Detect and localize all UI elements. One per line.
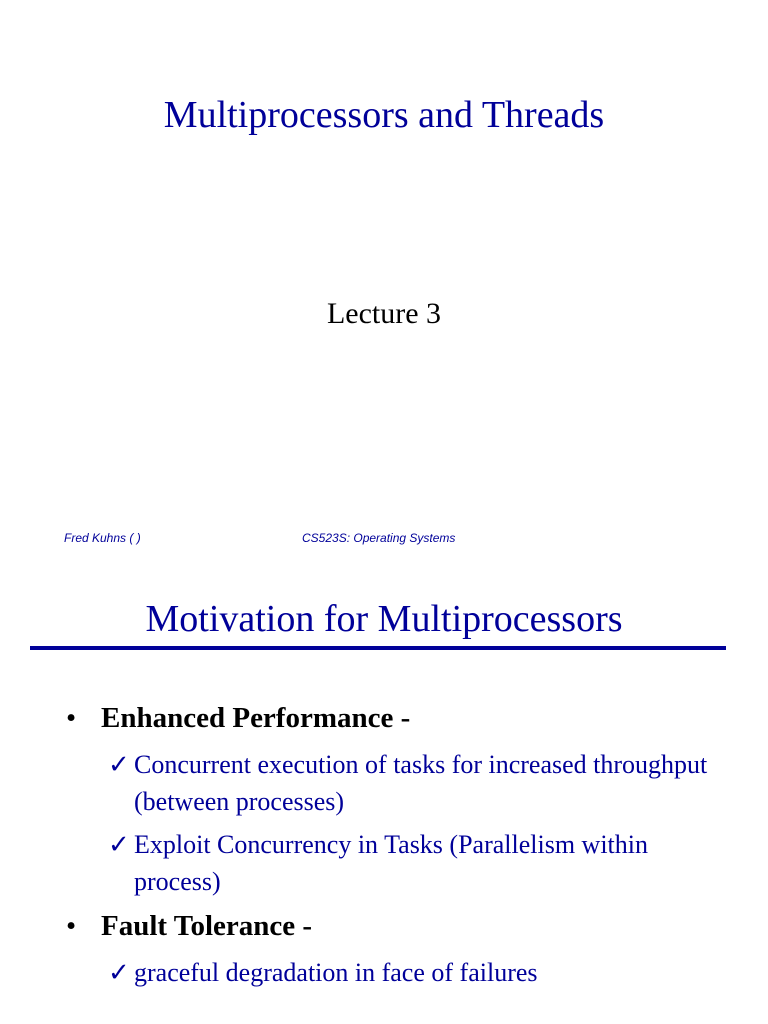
bullet-dot-icon: •	[66, 910, 77, 942]
sub-bullet-text: Concurrent execution of tasks for increased throughput (between processes)	[134, 750, 708, 816]
bullet-dot-icon: •	[66, 702, 77, 734]
footer-course: CS523S: Operating Systems	[302, 531, 456, 545]
title-underline-rule	[30, 646, 726, 650]
bullet-fault-tolerance	[66, 909, 746, 943]
sub-bullet-exploit-concurrency	[108, 826, 708, 900]
sub-bullet-concurrent-execution	[108, 746, 708, 820]
checkmark-icon: ✓	[108, 830, 130, 859]
sub-bullet-graceful-degradation	[108, 954, 708, 991]
checkmark-icon: ✓	[108, 750, 130, 779]
sub-bullet-text: Exploit Concurrency in Tasks (Parallelism within process)	[134, 830, 649, 896]
slide-2-title: Motivation for Multiprocessors	[145, 598, 623, 640]
bullet-label: Enhanced Performance -	[101, 702, 411, 734]
slide-1-title: Multiprocessors and Threads	[163, 94, 605, 136]
bullet-enhanced-performance	[66, 701, 746, 735]
slide-1-subtitle: Lecture 3	[326, 297, 442, 330]
checkmark-icon: ✓	[108, 958, 130, 987]
bullet-label: Fault Tolerance -	[101, 910, 313, 942]
footer-author: Fred Kuhns ( )	[64, 531, 141, 545]
sub-bullet-text: graceful degradation in face of failures	[134, 958, 538, 987]
